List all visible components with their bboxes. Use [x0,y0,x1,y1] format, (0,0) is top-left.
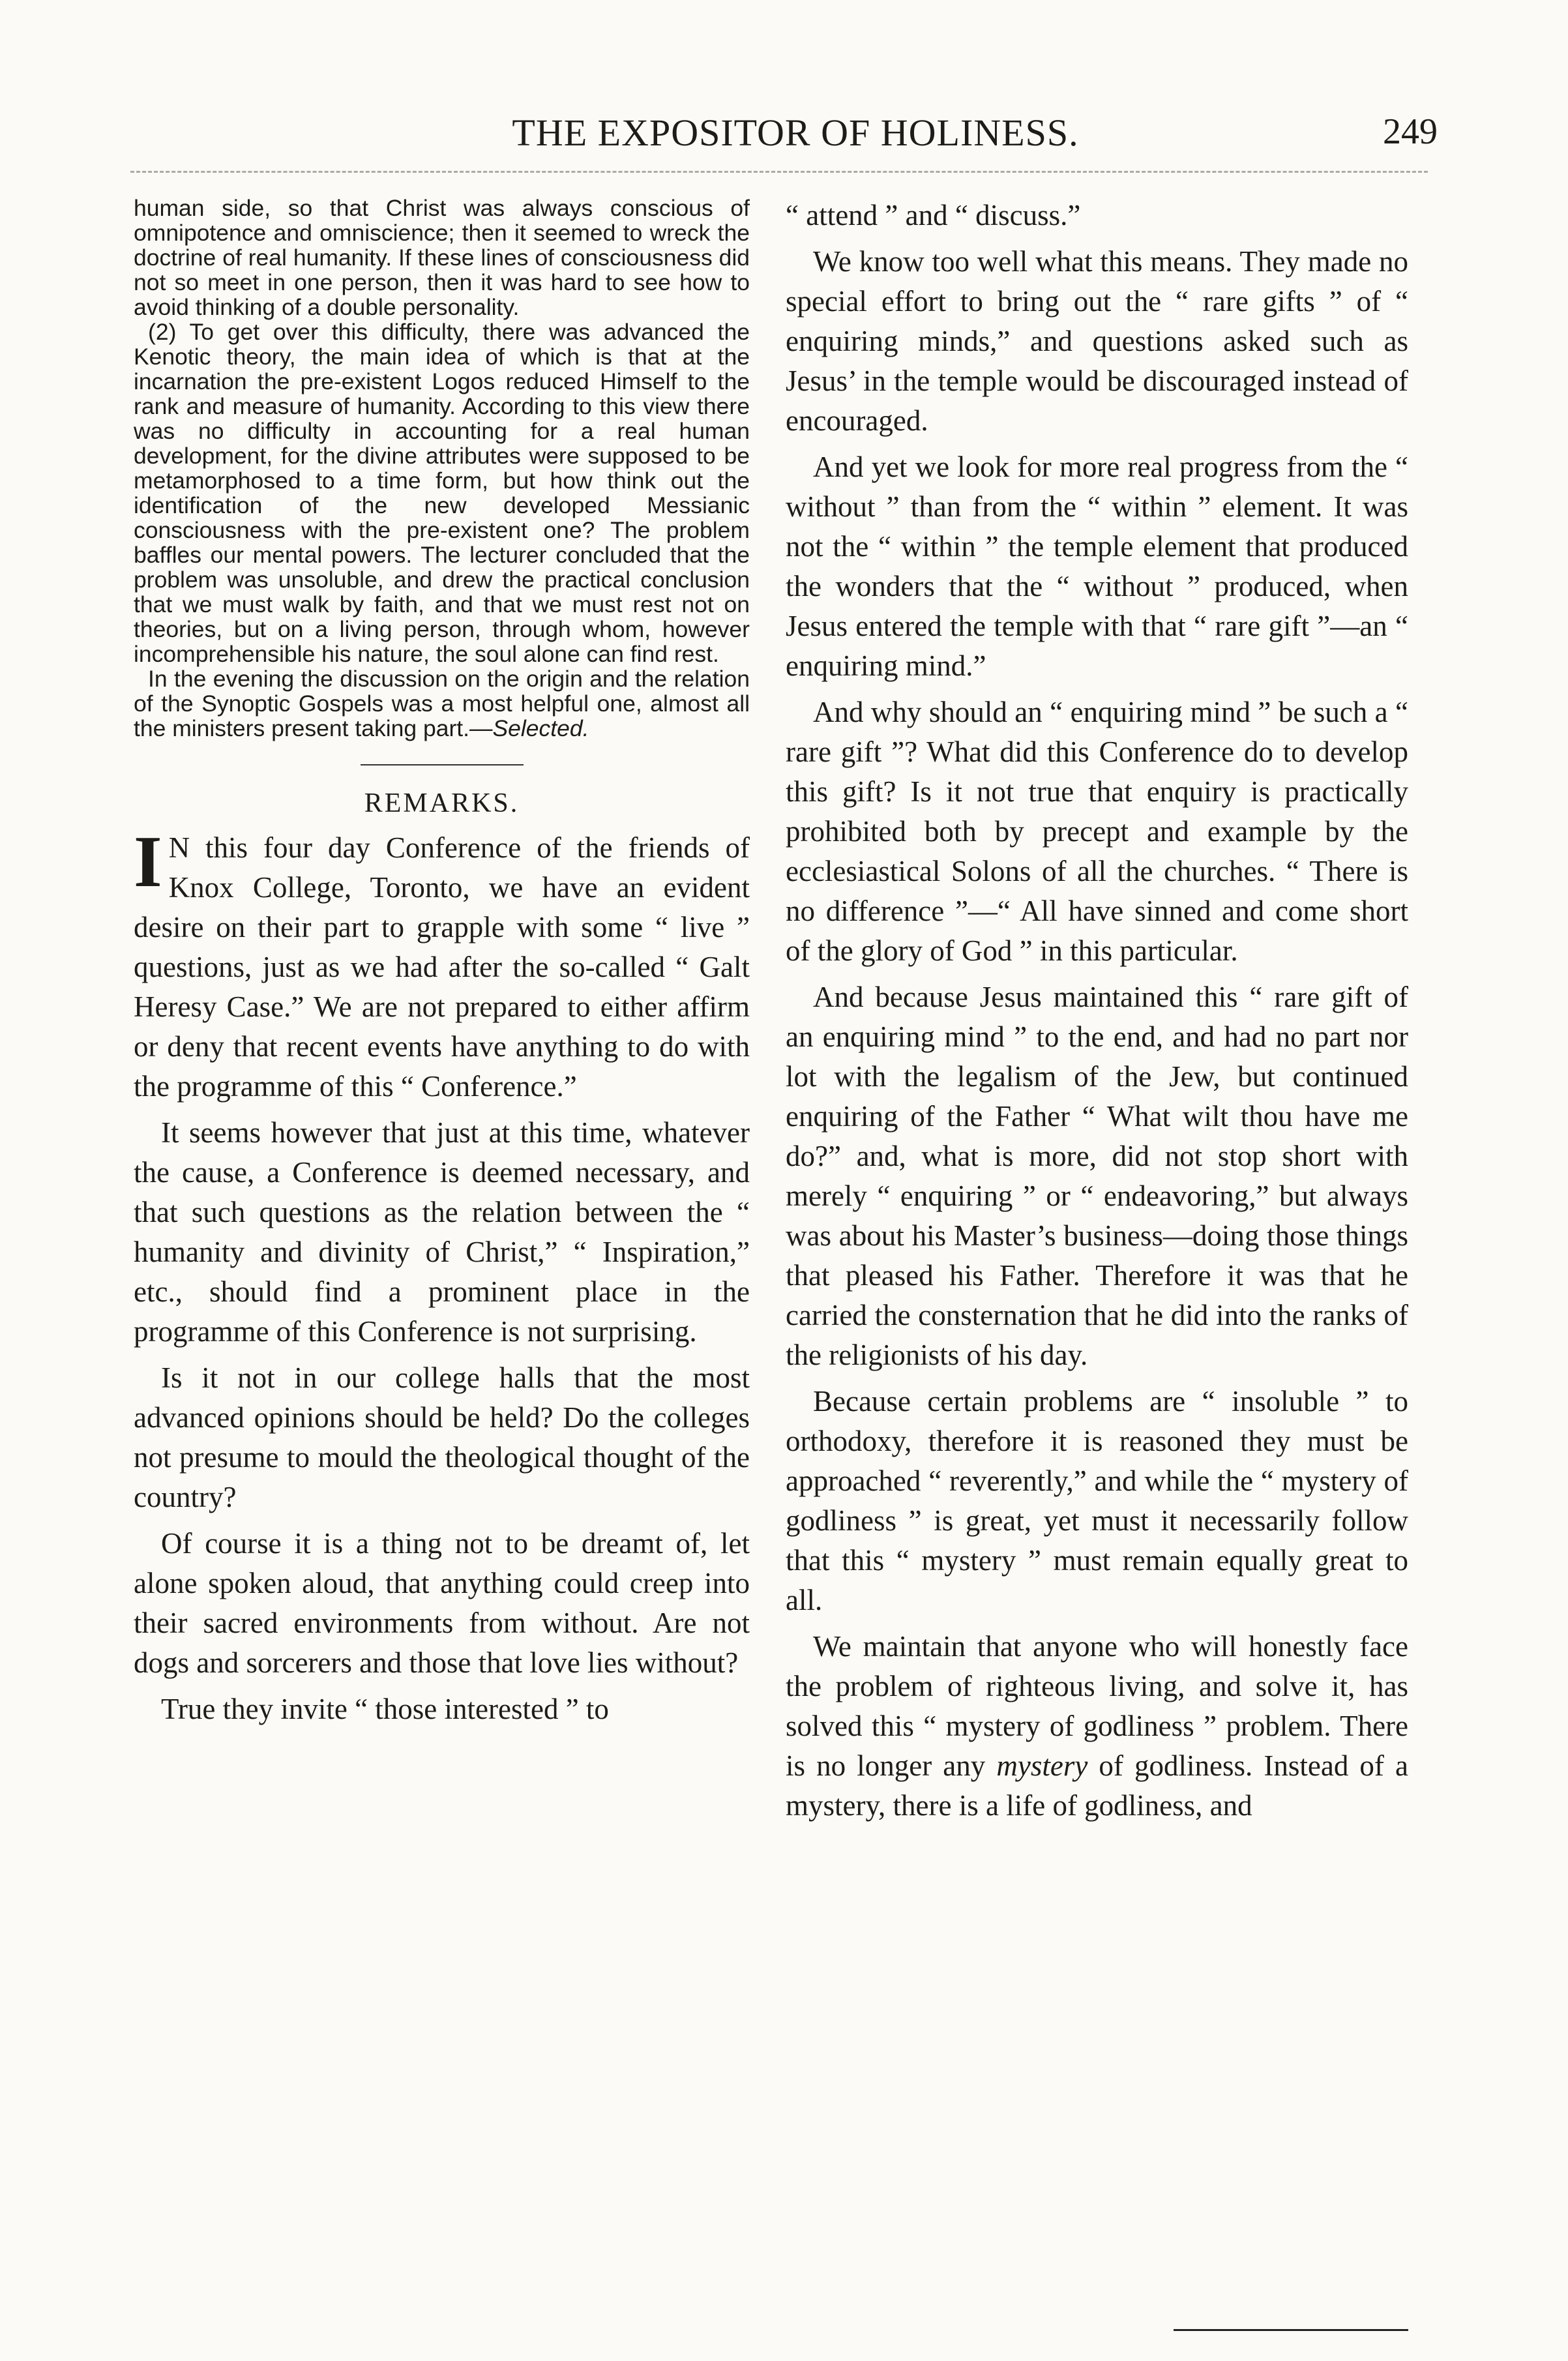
paragraph-text: of godliness. Instead of a mystery, there is a life of godliness, and [786,1749,1408,1822]
paragraph: Of course it is a thing not to be dreamt of, let alone spoken aloud, that anything could creep into their sacred environments from without. Are not dogs and sorcerers and those that love lies without? [134,1527,750,1679]
paragraph: True they invite “ those interested ” to [161,1693,609,1725]
right-column [786,196,1408,1826]
paragraph: human side, so that Christ was always conscious of omnipotence and omniscience; then it seemed to wreck the doctrine of real humanity. If these lines of consciousness did not so meet in one person, then it was hard to see how to avoid thinking of a double personality. [134,195,750,320]
paragraph [134,666,750,741]
left-column [134,196,750,1729]
paragraph: We know too well what this means. They made no special effort to bring out the “ rare gifts ” of “ enquiring minds,” and questions asked such as Jesus’ in the temple would be discouraged instead of encouraged. [786,245,1408,437]
paragraph: It seems however that just at this time, whatever the cause, a Conference is deemed necessary, and that such questions as the relation between the “ humanity and divinity of Christ,” “ Inspiration,” etc., should find a prominent place in the programme of this Conference is not surprising. [134,1116,750,1348]
paragraph: And why should an “ enquiring mind ” be such a “ rare gift ”? What did this Conference do to develop this gift? Is it not true that enquiry is practically prohibited both by precept and example by the ecclesiastical Solons of all the churches. “ There is no difference ”—“ All have sinned and come short of the glory of God ” in this particular. [786,696,1408,967]
running-title: THE EXPOSITOR OF HOLINESS. [512,111,1079,154]
paragraph: Because certain problems are “ insoluble ” to orthodoxy, therefore it is reasoned they must be approached “ reverently,” and while the “ mystery of godliness ” is great, yet must it necessarily follow that this “ mystery ” must remain equally great to all. [786,1385,1408,1616]
paragraph-text: In the evening the discussion on the origin and the relation of the Synoptic Gospels was a most helpful one, almost all the ministers present taking part. [134,666,750,741]
paragraph-text: We maintain that anyone who will honestly face the problem of righteous living, and solve it, has solved this “ mystery of godliness ” problem. There is no longer any [786,1630,1408,1782]
paragraph: And yet we look for more real progress from the “ without ” than from the “ within ” element. It was not the “ within ” the temple element that produced the wonders that the “ without ” produced, when Jesus entered the temple with that “ rare gift ”—an “ enquiring mind.” [786,451,1408,682]
page-header [130,111,1438,170]
section-title: REMARKS. [364,788,520,818]
footer-rule [1174,2329,1408,2331]
section-divider [361,764,524,765]
drop-cap: I [134,822,162,902]
emphasis: mystery [996,1749,1088,1782]
paragraph: Is it not in our college halls that the most advanced opinions should be held? Do the colleges not presume to mould the theological thought of the country? [134,1361,750,1513]
paragraph: (2) To get over this difficulty, there was advanced the Kenotic theory, the main idea of which is that at the incarnation the pre-existent Logos reduced Himself to the rank and measure of humanity. According to this view there was no difficulty in accounting for a real human development, for the divine attributes were supposed to be metamorphosed to a time form, but how think out the identification of the new developed Messianic consciousness with the pre-existent one? The problem baffles our mental powers. The lecturer concluded that the problem was unsoluble, and drew the practical conclusion that we must walk by faith, and that we must rest not on theories, but on a living person, through whom, however incomprehensible his nature, the soul alone can find rest. [134,319,750,667]
remarks-body [134,822,750,1729]
paragraph [134,822,750,1106]
source-credit: —Selected. [469,715,589,741]
header-rule [130,171,1428,173]
article-continuation [134,196,750,741]
paragraph [786,1627,1408,1826]
paragraph-text: N this four day Conference of the friends of Knox College, Toronto, we have an evident desire on their part to grapple with some “ live ” questions, just as we had after the so-called “ Galt Heresy Case.” We are not prepared to either affirm or deny that recent events have anything to do with the programme of this “ Conference.” [134,831,750,1103]
paragraph: “ attend ” and “ discuss.” [786,199,1081,231]
page-number: 249 [1383,111,1438,152]
paragraph: And because Jesus maintained this “ rare gift of an enquiring mind ” to the end, and had no part nor lot with the legalism of the Jew, but continued enquiring of the Father “ What wilt thou have me do?” and, what is more, did not stop short with merely “ enquiring ” or “ endeavoring,” but always was about his Master’s business—doing those things that pleased his Father. Therefore it was that he carried the consternation that he did into the ranks of the religionists of his day. [786,981,1408,1371]
